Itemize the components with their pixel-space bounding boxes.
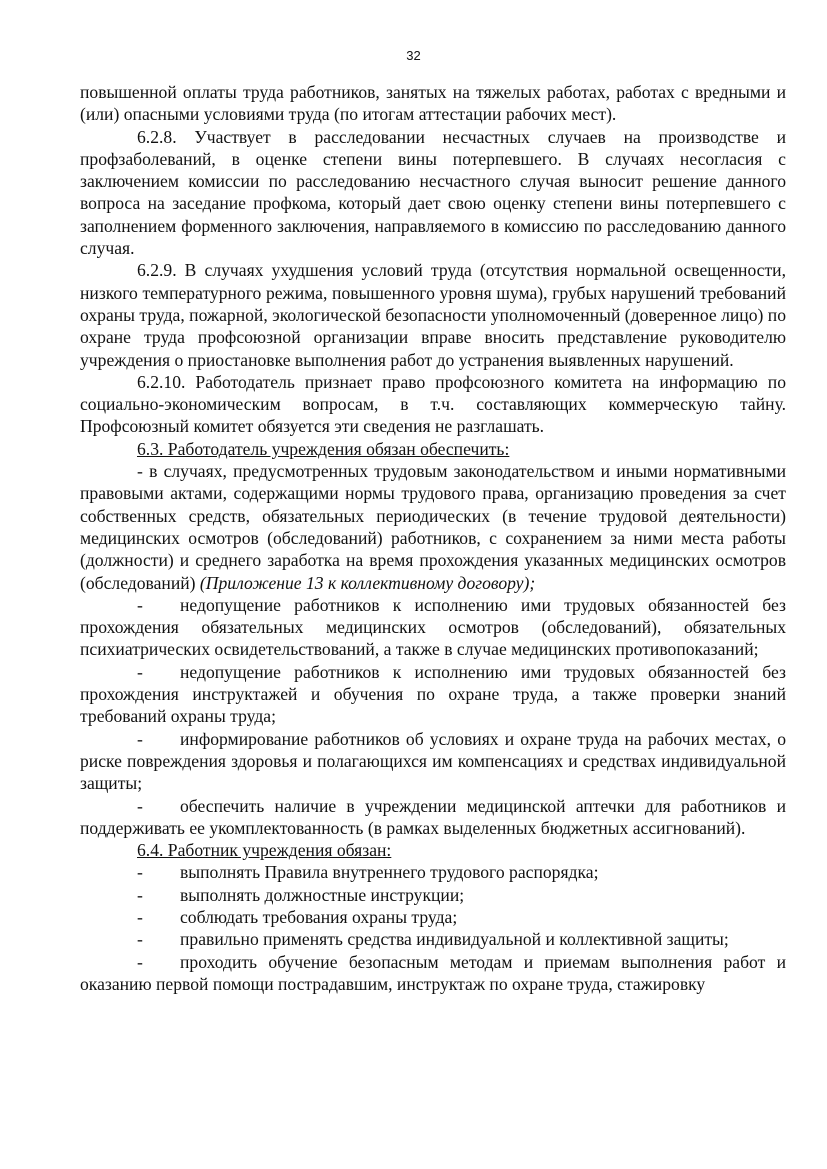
paragraph-6-2-8: 6.2.8. Участвует в расследовании несчастных случаев на производстве и профзаболеваний, в оценке степени вины потерпевшего. В случаях несогласия с заключением комиссии по расследованию несчастного случая выносит решение данного вопроса на заседание профкома, который дает свою оценку степени вины потерпевшего с заполнением форменного заключения, направляемого в комиссию по расследованию данного случая.: [80, 126, 786, 259]
list-dash: -: [137, 951, 143, 972]
list-item-text: выполнять Правила внутреннего трудового распорядка;: [180, 862, 599, 883]
list-item-text: правильно применять средства индивидуальной и коллективной защиты;: [180, 929, 729, 950]
list-dash: -: [137, 884, 143, 905]
appendix-reference: (Приложение 13 к коллективному договору);: [199, 572, 536, 593]
section-heading-6-3: [80, 438, 786, 460]
list-item-text: недопущение работников к исполнению ими трудовых обязанностей без прохождения обязательных медицинских осмотров (обследований), обязательных психиатрических освидетельствований, а также в случае медицинских противопоказаний;: [80, 594, 786, 660]
list-dash: -: [137, 661, 143, 682]
list-dash: -: [137, 929, 143, 950]
paragraph-6-2-10: 6.2.10. Работодатель признает право профсоюзного комитета на информацию по социально-экономическим вопросам, в т.ч. составляющих коммерческую тайну. Профсоюзный комитет обязуется эти сведения не разглашать.: [80, 371, 786, 437]
list-dash: -: [137, 906, 143, 927]
list-dash: -: [137, 594, 143, 615]
list-item-first-aid-kit: [80, 795, 786, 840]
paragraph-6-2-9: 6.2.9. В случаях ухудшения условий труда (отсутствия нормальной освещенности, низкого температурного режима, повышенного уровня шума), грубых нарушений требований охраны труда, пожарной, экологической безопасности уполномоченный (доверенное лицо) по охране труда профсоюзной организации вправе вносить представление руководителю учреждения о приостановке выполнения работ до устранения выявленных нарушений.: [80, 260, 786, 370]
list-item-medical-exams: [80, 460, 786, 594]
list-dash: -: [137, 862, 143, 883]
section-heading-6-4: [80, 839, 786, 861]
list-item-text: выполнять должностные инструкции;: [180, 884, 465, 905]
section-heading-6-4-text: 6.4. Работник учреждения обязан:: [137, 840, 392, 861]
list-item-no-admission-medical: [80, 594, 786, 661]
section-heading-6-3-text: 6.3. Работодатель учреждения обязан обеспечить:: [137, 438, 510, 459]
list-dash: -: [137, 795, 143, 816]
list-dash: -: [137, 461, 143, 482]
list-item-informing: [80, 728, 786, 795]
list-item-text: в случаях, предусмотренных трудовым законодательством и иными нормативными правовыми актами, содержащими нормы трудового права, организацию проведения за счет собственных средств, обязательных периодических (в течение трудовой деятельности) медицинских осмотров (обследований) работников, с сохранением за ними места работы (должности) и среднего заработка на время прохождения указанных медицинских осмотров (обследований): [80, 461, 786, 593]
list-item-text: проходить обучение безопасным методам и приемам выполнения работ и оказанию первой помощи пострадавшим, инструктаж по охране труда, стажировку: [80, 951, 786, 994]
list-item-text: недопущение работников к исполнению ими трудовых обязанностей без прохождения инструктажей и обучения по охране труда, а также проверки знаний требований охраны труда;: [80, 661, 786, 727]
list-item-instructions: [80, 884, 786, 906]
paragraph-continuation: повышенной оплаты труда работников, занятых на тяжелых работах, работах с вредными и (или) опасными условиями труда (по итогам аттестации рабочих мест).: [80, 82, 786, 125]
document-body: [80, 81, 786, 995]
list-item-text: информирование работников об условиях и охране труда на рабочих местах, о риске повреждения здоровья и полагающихся им компенсациях и средствах индивидуальной защиты;: [80, 728, 786, 794]
list-item-safety-requirements: [80, 906, 786, 928]
list-item-text: обеспечить наличие в учреждении медицинской аптечки для работников и поддерживать ее укомплектованность (в рамках выделенных бюджетных ассигнований).: [80, 795, 786, 838]
list-dash: -: [137, 728, 143, 749]
list-item-protective-equipment: [80, 928, 786, 950]
list-item-no-admission-training: [80, 661, 786, 728]
page-number: 32: [406, 48, 421, 63]
list-item-rules: [80, 861, 786, 883]
list-item-training: [80, 951, 786, 996]
list-item-text: соблюдать требования охраны труда;: [180, 906, 458, 927]
